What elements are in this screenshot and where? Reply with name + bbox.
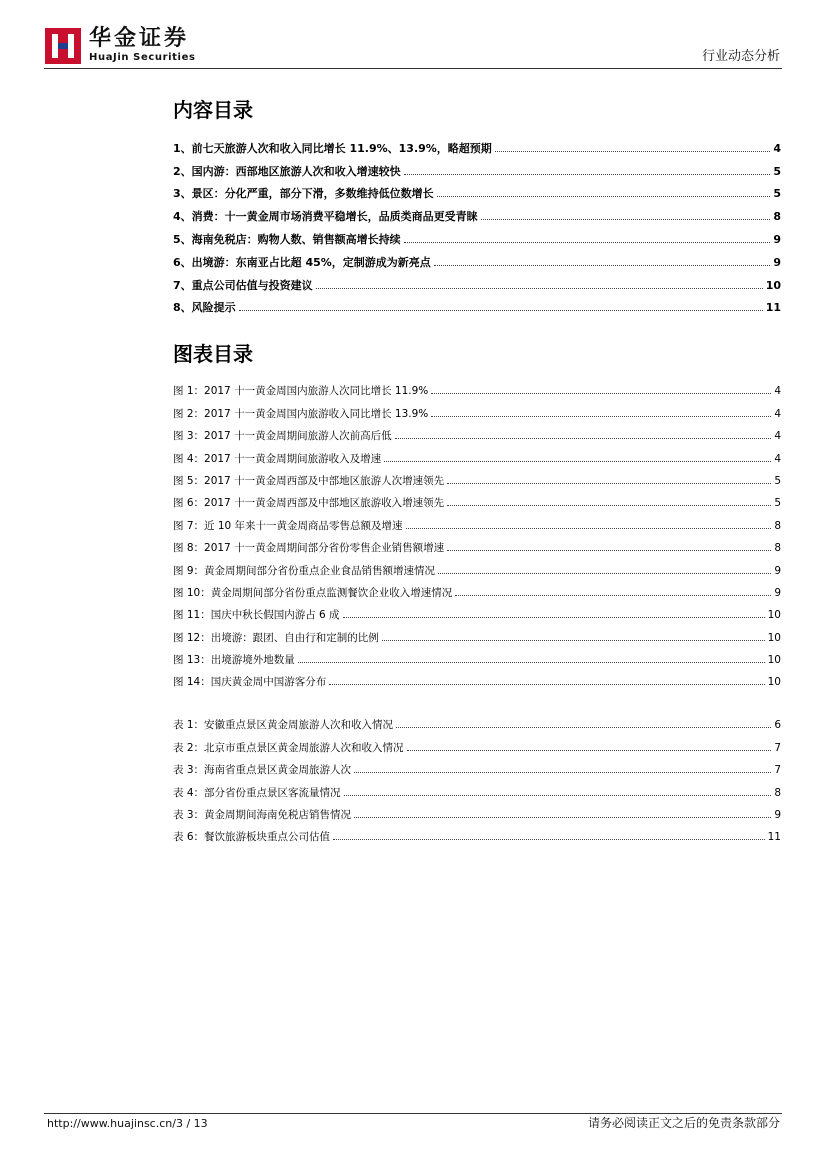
huajin-logo-icon — [45, 28, 81, 64]
dot-leader — [455, 595, 771, 596]
table-entry-page: 6 — [774, 719, 781, 732]
figure-entry[interactable] — [173, 645, 781, 667]
dot-leader — [406, 528, 772, 529]
contents-title: 内容目录 — [173, 98, 253, 122]
table-entry-text: 表 3：海南省重点景区黄金周旅游人次 — [173, 764, 352, 777]
figure-entry-text: 图 4：2017 十一黄金周期间旅游收入及增速 — [173, 452, 382, 465]
table-entry-text: 表 1：安徽重点景区黄金周旅游人次和收入情况 — [173, 719, 394, 732]
dot-leader — [343, 617, 765, 618]
figure-entry-text: 图 3：2017 十一黄金周期间旅游人次前高后低 — [173, 430, 392, 443]
contents-entry-page: 4 — [773, 141, 781, 155]
dot-leader — [434, 265, 771, 266]
contents-entry-text: 6、出境游：东南亚占比超 45%，定制游成为新亮点 — [173, 255, 431, 269]
contents-entry-page: 10 — [765, 278, 781, 292]
contents-entry-text: 8、风险提示 — [173, 301, 236, 315]
figures-list — [173, 376, 781, 689]
figure-entry-page: 10 — [767, 631, 781, 644]
contents-entry-page: 9 — [773, 232, 781, 246]
figure-entry-page: 5 — [774, 474, 781, 487]
tables-list — [173, 710, 781, 844]
dot-leader — [316, 288, 763, 289]
dot-leader — [333, 839, 765, 840]
table-entry-page: 11 — [767, 831, 781, 844]
contents-entry[interactable] — [173, 270, 781, 293]
figure-entry-page: 10 — [767, 609, 781, 622]
contents-entry-page: 9 — [773, 255, 781, 269]
figure-entry-page: 8 — [774, 519, 781, 532]
figure-entry-text: 图 1：2017 十一黄金周国内旅游人次同比增长 11.9% — [173, 385, 429, 398]
table-entry-page: 7 — [774, 741, 781, 754]
dot-leader — [396, 727, 771, 728]
table-entry-text: 表 2：北京市重点景区黄金周旅游人次和收入情况 — [173, 741, 404, 754]
page-header — [0, 0, 827, 70]
table-entry-page: 7 — [774, 764, 781, 777]
figure-entry[interactable] — [173, 622, 781, 644]
contents-entry[interactable] — [173, 179, 781, 202]
table-entry[interactable] — [173, 777, 781, 799]
figure-entry-text: 图 2：2017 十一黄金周国内旅游收入同比增长 13.9% — [173, 407, 429, 420]
footer-disclaimer: 请务必阅读正文之后的免责条款部分 — [587, 1116, 780, 1130]
contents-entry-text: 4、消费：十一黄金周市场消费平稳增长，品质类商品更受青睐 — [173, 210, 478, 224]
figure-entry-text: 图 7：近 10 年来十一黄金周商品零售总额及增速 — [173, 519, 403, 532]
contents-list — [173, 133, 781, 315]
brand-name-en: HuaJin Securities — [89, 52, 196, 63]
contents-entry[interactable] — [173, 201, 781, 224]
figure-entry-text: 图 12：出境游：跟团、自由行和定制的比例 — [173, 631, 379, 644]
contents-entry[interactable] — [173, 247, 781, 270]
brand-name-cn: 华金证券 — [89, 26, 190, 51]
figure-entry-page: 9 — [774, 564, 781, 577]
figure-entry-page: 4 — [774, 385, 781, 398]
figure-entry[interactable] — [173, 533, 781, 555]
figure-entry-page: 8 — [774, 542, 781, 555]
dot-leader — [404, 174, 771, 175]
table-entry-text: 表 6：餐饮旅游板块重点公司估值 — [173, 831, 331, 844]
dot-leader — [344, 795, 772, 796]
dot-leader — [395, 438, 772, 439]
document-type: 行业动态分析 — [701, 49, 780, 64]
header-divider — [44, 68, 782, 69]
contents-entry-text: 2、国内游：西部地区旅游人次和收入增速较快 — [173, 164, 401, 178]
figure-entry-text: 图 11：国庆中秋长假国内游占 6 成 — [173, 609, 340, 622]
dot-leader — [407, 750, 772, 751]
dot-leader — [447, 505, 771, 506]
contents-entry-page: 11 — [765, 301, 781, 315]
figure-entry[interactable] — [173, 578, 781, 600]
dot-leader — [354, 817, 771, 818]
figure-entry-page: 5 — [774, 497, 781, 510]
dot-leader — [354, 772, 771, 773]
dot-leader — [431, 416, 771, 417]
figure-entry-text: 图 9：黄金周期间部分省份重点企业食品销售额增速情况 — [173, 564, 436, 577]
table-entry-text: 表 3：黄金周期间海南免税店销售情况 — [173, 808, 352, 821]
dot-leader — [382, 640, 765, 641]
figure-entry-text: 图 10：黄金周期间部分省份重点监测餐饮企业收入增速情况 — [173, 586, 453, 599]
contents-entry-text: 1、前七天旅游人次和收入同比增长 11.9%、13.9%，略超预期 — [173, 141, 492, 155]
contents-entry-page: 5 — [773, 164, 781, 178]
contents-entry[interactable] — [173, 293, 781, 316]
figure-entry[interactable] — [173, 667, 781, 689]
table-entry-page: 9 — [774, 808, 781, 821]
figure-entry-page: 4 — [774, 452, 781, 465]
figure-entry[interactable] — [173, 443, 781, 465]
contents-entry-text: 3、景区：分化严重，部分下滑，多数维持低位数增长 — [173, 187, 434, 201]
dot-leader — [447, 483, 771, 484]
table-entry[interactable] — [173, 755, 781, 777]
dot-leader — [438, 573, 771, 574]
figure-entry[interactable] — [173, 398, 781, 420]
figure-entry[interactable] — [173, 466, 781, 488]
dot-leader — [495, 151, 771, 152]
figure-entry-text: 图 14：国庆黄金周中国游客分布 — [173, 676, 327, 689]
figure-entry[interactable] — [173, 376, 781, 398]
dot-leader — [481, 219, 771, 220]
contents-entry[interactable] — [173, 156, 781, 179]
table-entry[interactable] — [173, 710, 781, 732]
dot-leader — [447, 550, 771, 551]
table-entry-text: 表 4：部分省份重点景区客流量情况 — [173, 786, 341, 799]
figure-entry-text: 图 5：2017 十一黄金周西部及中部地区旅游人次增速领先 — [173, 474, 445, 487]
figure-entry-text: 图 8：2017 十一黄金周期间部分省份零售企业销售额增速 — [173, 542, 445, 555]
dot-leader — [384, 461, 771, 462]
footer-url-page[interactable]: http://www.huajinsc.cn/3 / 13 — [47, 1117, 208, 1130]
contents-entry-text: 7、重点公司估值与投资建议 — [173, 278, 313, 292]
figure-entry-page: 4 — [774, 407, 781, 420]
dot-leader — [404, 242, 771, 243]
figure-entry-page: 4 — [774, 430, 781, 443]
footer-divider — [44, 1113, 782, 1114]
figure-entry-text: 图 6：2017 十一黄金周西部及中部地区旅游收入增速领先 — [173, 497, 445, 510]
figure-entry[interactable] — [173, 600, 781, 622]
figure-entry[interactable] — [173, 421, 781, 443]
contents-entry[interactable] — [173, 224, 781, 247]
table-entry[interactable] — [173, 822, 781, 844]
dot-leader — [298, 662, 765, 663]
figure-entry[interactable] — [173, 510, 781, 532]
dot-leader — [329, 684, 764, 685]
figure-entry-page: 9 — [774, 586, 781, 599]
contents-entry-page: 8 — [773, 210, 781, 224]
figure-entry-text: 图 13：出境游境外地数量 — [173, 654, 295, 667]
figure-entry-page: 10 — [767, 654, 781, 667]
figures-title: 图表目录 — [173, 342, 253, 366]
table-entry[interactable] — [173, 800, 781, 822]
dot-leader — [239, 310, 763, 311]
contents-entry-page: 5 — [773, 187, 781, 201]
dot-leader — [437, 196, 771, 197]
contents-entry-text: 5、海南免税店：购物人数、销售额高增长持续 — [173, 232, 401, 246]
contents-entry[interactable] — [173, 133, 781, 156]
table-entry-page: 8 — [774, 786, 781, 799]
figure-entry[interactable] — [173, 555, 781, 577]
dot-leader — [431, 393, 771, 394]
figure-entry[interactable] — [173, 488, 781, 510]
table-entry[interactable] — [173, 732, 781, 754]
figure-entry-page: 10 — [767, 676, 781, 689]
